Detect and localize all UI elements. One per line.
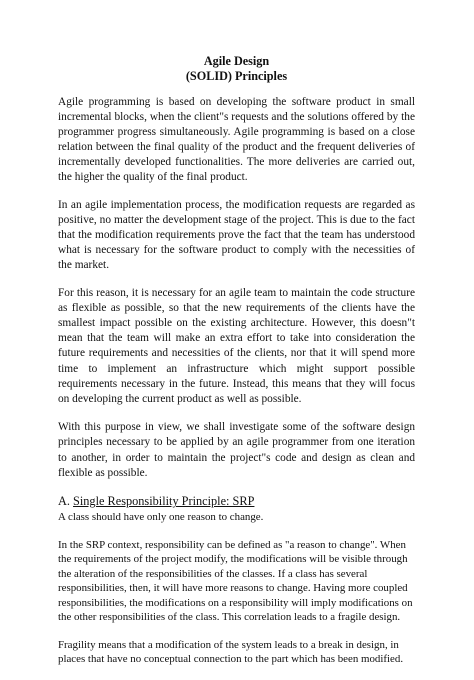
section-heading-prefix: A. xyxy=(58,494,74,509)
paragraph-flexible-code: For this reason, it is necessary for an agile team to maintain the code structure as flexible as possible, so that the new requirements of the clients have the smallest impact possible on the existing architecture. However, this doesn"t mean that the team will make an extra effort to take into consideration the future requirements and necessities of the clients, nor that it will spend more time to implement an infrastructure which might support possible requirements necessary in the future. Instead, this means that they will focus on developing the current product as well as possible. xyxy=(58,287,415,405)
paragraph-srp-context: In the SRP context, responsibility can be defined as "a reason to change". When the requirements of the project modify, the modifications will be visible through the alteration of the responsibilities of the classes. If a class has several responsibilities, then, it will have more reasons to change. Having more coupled responsibilities, the modifications on a responsibility will imply modifications on the other responsibilities of the class. This correlation leads to a fragile design. xyxy=(58,538,413,624)
title-line-2: (SOLID) Principles xyxy=(185,69,288,83)
paragraph-srp-definition: A class should have only one reason to change. xyxy=(58,511,264,524)
document-page xyxy=(58,54,415,680)
title-line-1: Agile Design xyxy=(203,54,270,68)
paragraph-modification-requests: In an agile implementation process, the modification requests are regarded as positive, no matter the development stage of the project. This is due to the fact that the modification requirements prove the fact that the team has understood what is necessary for the software product to comply with the necessities of the market. xyxy=(58,198,415,271)
paragraph-agile-intro: Agile programming is based on developing the software product in small incremental blocks, when the client"s requests and the solutions offered by the programmer progress simultaneously. Agile programming is based on a close relation between the final quality of the product and the frequent deliveries of incrementally developed functionalities. The more deliveries are carried out, the higher the quality of the final product. xyxy=(58,96,415,184)
section-heading-text: Single Responsibility Principle: SRP xyxy=(73,494,255,509)
paragraph-design-principles: With this purpose in view, we shall investigate some of the software design principles necessary to be applied by an agile programmer from one iteration to another, in order to maintain the project"s code and design as clean and flexible as possible. xyxy=(58,420,415,479)
document-title xyxy=(58,54,415,84)
section-heading-srp xyxy=(58,493,415,509)
paragraph-fragility: Fragility means that a modification of the system leads to a break in design, in places that have no conceptual connection to the part which has been modified. xyxy=(58,638,404,666)
